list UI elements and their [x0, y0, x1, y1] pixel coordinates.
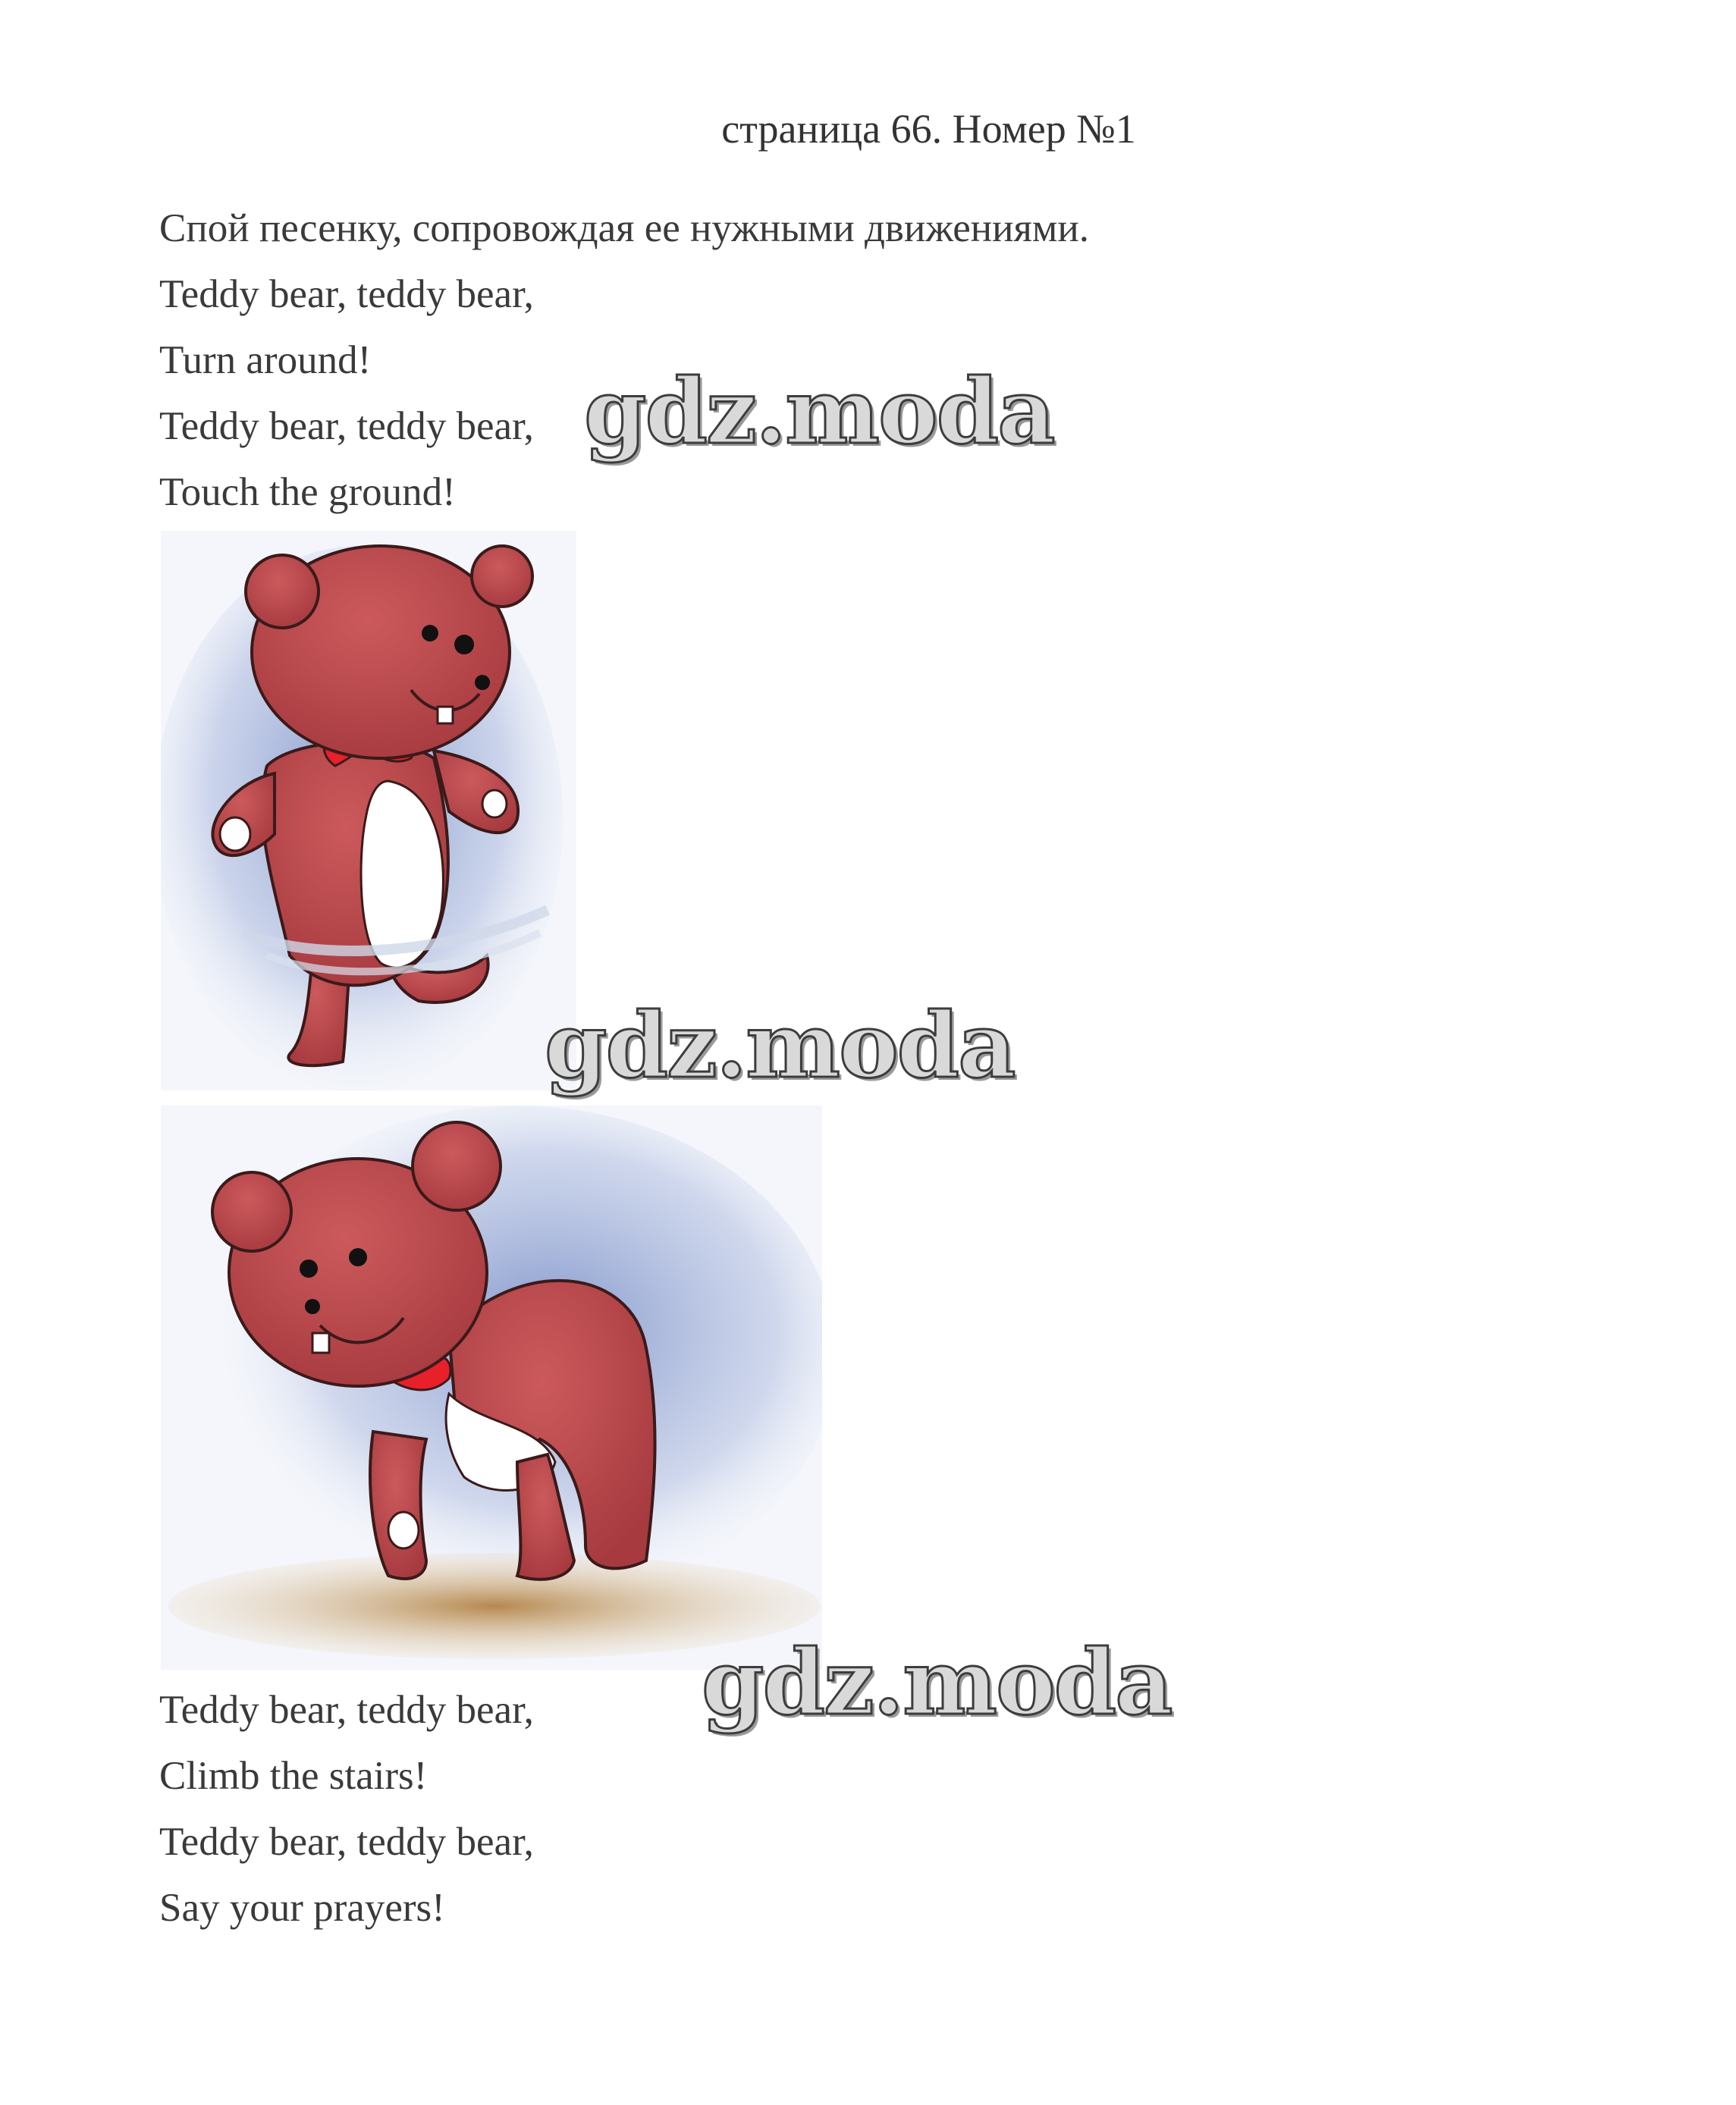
- page-title: страница 66. Номер №1: [721, 106, 1136, 152]
- verse-2-text-block: [159, 1677, 534, 1941]
- instruction-text: Спой песенку, сопровождая ее нужными движениями.: [159, 206, 1090, 250]
- verse-line: Teddy bear, teddy bear,: [159, 1820, 534, 1864]
- watermark: gdz.moda: [545, 993, 1015, 1098]
- watermark: gdz.moda: [584, 359, 1054, 464]
- verse-line: Turn around!: [159, 338, 372, 382]
- verse-line: Teddy bear, teddy bear,: [159, 272, 534, 316]
- teddy-bear-touch-ground-illustration: [161, 1106, 822, 1670]
- watermark: gdz.moda: [702, 1630, 1172, 1735]
- verse-line: Climb the stairs!: [159, 1754, 428, 1798]
- teddy-bear-turn-around-illustration: [161, 531, 576, 1090]
- verse-line: Teddy bear, teddy bear,: [159, 1688, 534, 1732]
- verse-line: Teddy bear, teddy bear,: [159, 404, 534, 448]
- verse-line: Touch the ground!: [159, 470, 456, 514]
- verse-line: Say your prayers!: [159, 1886, 445, 1930]
